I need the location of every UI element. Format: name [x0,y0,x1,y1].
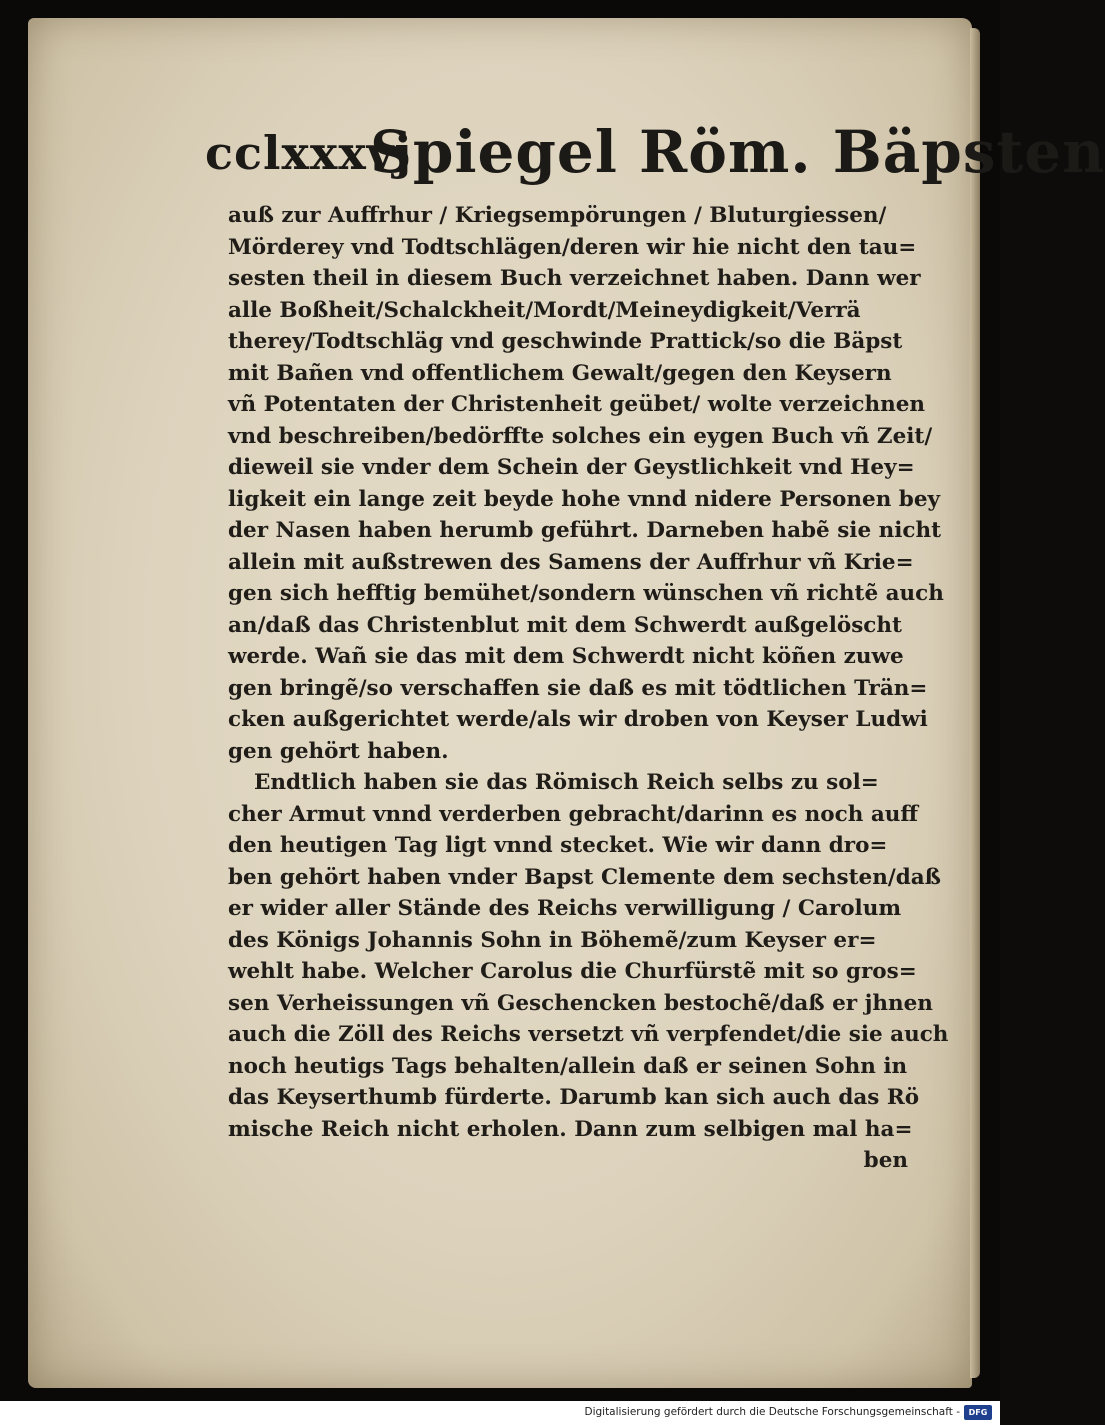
text-line: Mörderey vnd Todtschlägen/deren wir hie nicht den tau= [228,234,917,260]
text-line: des Königs Johannis Sohn in Böhemẽ/zum Keyser er= [228,927,877,953]
text-line: wehlt habe. Welcher Carolus die Churfürstẽ mit so gros= [228,959,917,984]
text-line: der Nasen haben herumb geführt. Darneben habẽ sie nicht [228,518,942,543]
page-edge [970,28,980,1378]
funding-credit: Digitalisierung gefördert durch die Deutsche Forschungsgemeinschaft - [584,1406,960,1418]
folio-number: cclxxxvj [205,126,413,180]
text-line: gen gehört haben. [228,738,449,764]
text-line: sesten theil in diesem Buch verzeichnet haben. Dann wer [228,266,921,291]
text-line: therey/Todtschläg vnd geschwinde Prattick/so die Bäpst [228,329,903,354]
text-block [228,200,949,1177]
text-line: mit Bañen vnd offentlichem Gewalt/gegen den Keysern [228,360,892,386]
text-line: auch die Zöll des Reichs versetzt vñ verpfendet/die sie auch [228,1022,949,1047]
text-line: cken außgerichtet werde/als wir droben von Keyser Ludwi [228,707,928,732]
text-line: an/daß das Christenblut mit dem Schwerdt außgelöscht [228,612,902,638]
text-line: er wider aller Stände des Reichs verwilligung / Carolum [228,896,902,921]
text-line: sen Verheissungen vñ Geschencken bestochẽ/daß er jhnen [228,990,933,1016]
text-line: auß zur Auffrhur / Kriegsempörungen / Bluturgiessen/ [228,203,887,228]
text-line: noch heutigs Tags behalten/allein daß er seinen Sohn in [228,1053,908,1079]
text-line: gen bringẽ/so verschaffen sie daß es mit tödtlichen Trän= [228,675,928,701]
text-line: ligkeit ein lange zeit beyde hohe vnnd nidere Personen bey [228,486,941,512]
catchword: ben [863,1148,908,1173]
dfg-logo: DFG [964,1405,992,1420]
text-line: werde. Wañ sie das mit dem Schwerdt nicht köñen zuwe [228,644,904,669]
text-line: mische Reich nicht erholen. Dann zum selbigen mal ha= [228,1116,913,1142]
page-header [205,118,1105,198]
text-line: alle Boßheit/Schalckheit/Mordt/Meineydigkeit/Verrä [228,297,861,323]
text-line: das Keyserthumb fürderte. Darumb kan sich auch das Rö [228,1085,920,1110]
text-line: allein mit außstrewen des Samens der Auffrhur vñ Krie= [228,549,914,575]
text-line: Endtlich haben sie das Römisch Reich selbs zu sol= [254,770,879,795]
text-line: ben gehört haben vnder Bapst Clemente dem sechsten/daß [228,864,942,890]
text-line: vñ Potentaten der Christenheit geübet/ wolte verzeichnen [228,392,926,417]
digitization-footer [0,1401,1000,1425]
text-line: cher Armut vnnd verderben gebracht/darinn es noch auff [228,801,919,827]
text-line: gen sich hefftig bemühet/sondern wünschen vñ richtẽ auch [228,581,944,606]
text-line: vnd beschreiben/bedörffte solches ein eygen Buch vñ Zeit/ [228,423,933,449]
running-title: Spiegel Röm. Bäpsten [370,118,1105,186]
text-line: dieweil sie vnder dem Schein der Geystlichkeit vnd Hey= [228,455,915,480]
text-line: den heutigen Tag ligt vnnd stecket. Wie wir dann dro= [228,833,888,858]
